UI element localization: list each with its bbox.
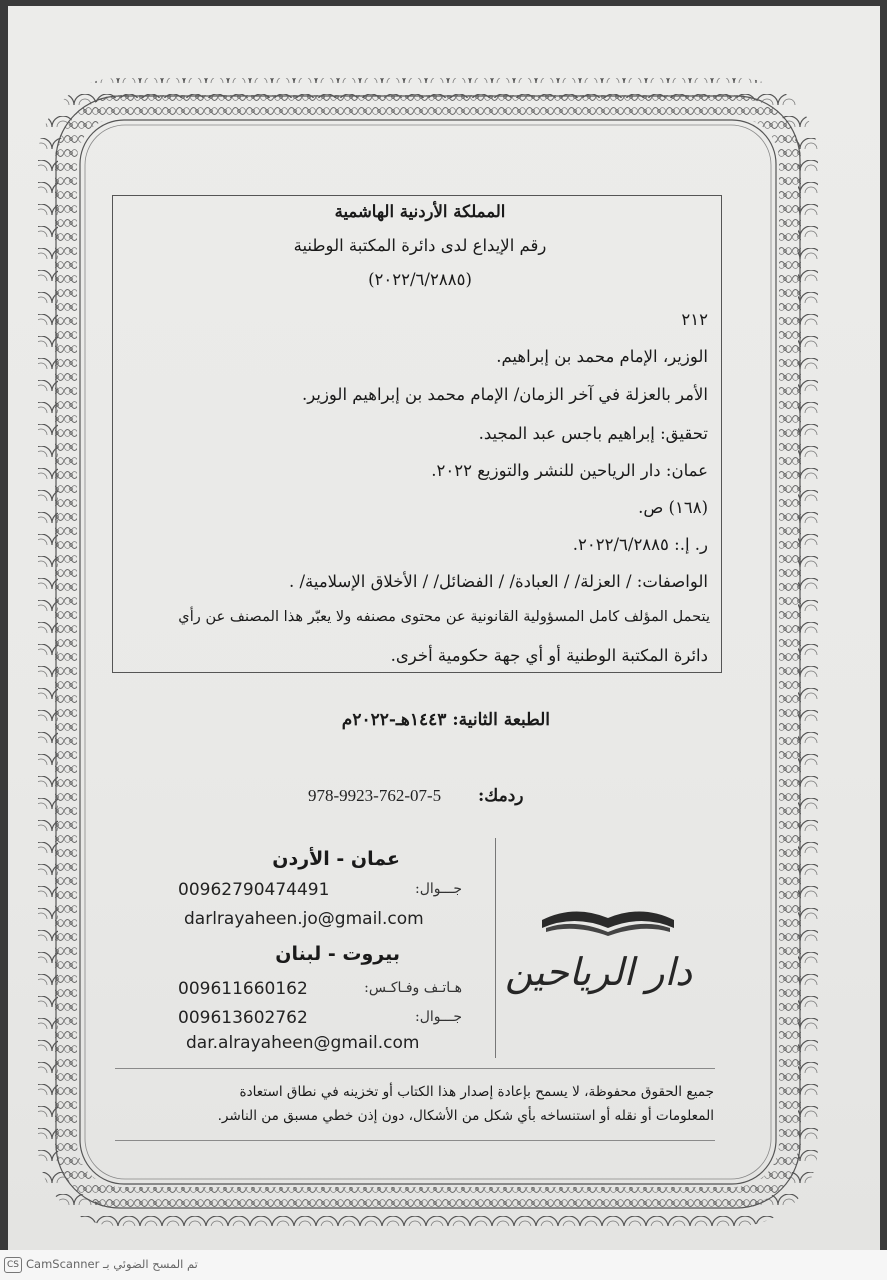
beirut-mobile-number: 009613602762 [178, 1008, 308, 1028]
beirut-mobile-label: جـــوال: [415, 1009, 462, 1025]
pages-entry: (١٦٨) ص. [638, 498, 708, 517]
amman-mobile-number: 00962790474491 [178, 880, 330, 900]
rights-line-1: جميع الحقوق محفوظة، لا يسمح بإعادة إصدار هذا الكتاب أو تخزينه في نطاق استعادة [239, 1084, 714, 1100]
publisher-logo-name: دار الرياحين [504, 950, 692, 994]
class-number: ٢١٢ [681, 310, 708, 329]
publisher-logo-book-icon [538, 898, 678, 938]
deposit-label: رقم الإيداع لدى دائرة المكتبة الوطنية [293, 236, 547, 255]
isbn-value: 978-9923-762-07-5 [308, 786, 442, 805]
disclaimer-line-2: دائرة المكتبة الوطنية أو أي جهة حكومية أخرى. [390, 646, 708, 665]
beirut-phonefax-number: 009611660162 [178, 979, 308, 999]
rights-line-2: المعلومات أو نقله أو استنساخه بأي شكل من الأشكال، دون إذن خطي مسبق من الناشر. [217, 1108, 714, 1124]
beirut-heading: بيروت - لبنان [275, 943, 400, 965]
publisher-entry: عمان: دار الرياحين للنشر والتوزيع ٢٠٢٢. [431, 461, 708, 480]
editor-entry: تحقيق: إبراهيم باجس عبد المجيد. [478, 424, 708, 443]
scanner-footer [0, 1250, 887, 1280]
edition-line: الطبعة الثانية: ١٤٤٣هـ-٢٠٢٢م [341, 710, 550, 730]
beirut-email: dar.alrayaheen@gmail.com [186, 1033, 420, 1053]
rights-bottom-rule [115, 1140, 715, 1141]
title-entry: الأمر بالعزلة في آخر الزمان/ الإمام محمد بن إبراهيم الوزير. [302, 385, 708, 404]
country-heading: المملكة الأردنية الهاشمية [334, 202, 506, 221]
deposit-number: (٢٠٢٢/٦/٢٨٨٥) [368, 270, 472, 289]
registration-entry: ر. إ.: ٢٠٢٢/٦/٢٨٨٥. [572, 535, 708, 554]
beirut-phonefax-label: هـاتـف وفـاكـس: [364, 980, 462, 996]
disclaimer-line-1: يتحمل المؤلف كامل المسؤولية القانونية عن محتوى مصنفه ولا يعبّر هذا المصنف عن رأي [178, 608, 710, 625]
amman-mobile-label: جـــوال: [415, 881, 462, 897]
amman-heading: عمان - الأردن [272, 848, 400, 870]
camscanner-text: تم المسح الضوئي بـ CamScanner [26, 1257, 198, 1271]
author-entry: الوزير، الإمام محمد بن إبراهيم. [496, 347, 708, 366]
amman-email: darlrayaheen.jo@gmail.com [184, 909, 424, 929]
rights-top-rule [115, 1068, 715, 1069]
descriptors-entry: الواصفات: / العزلة/ / العبادة/ / الفضائل/ / الأخلاق الإسلامية/ . [288, 572, 708, 591]
contact-divider [495, 838, 496, 1058]
isbn-label: ردمك: [478, 786, 524, 806]
camscanner-badge: CS [4, 1257, 22, 1273]
